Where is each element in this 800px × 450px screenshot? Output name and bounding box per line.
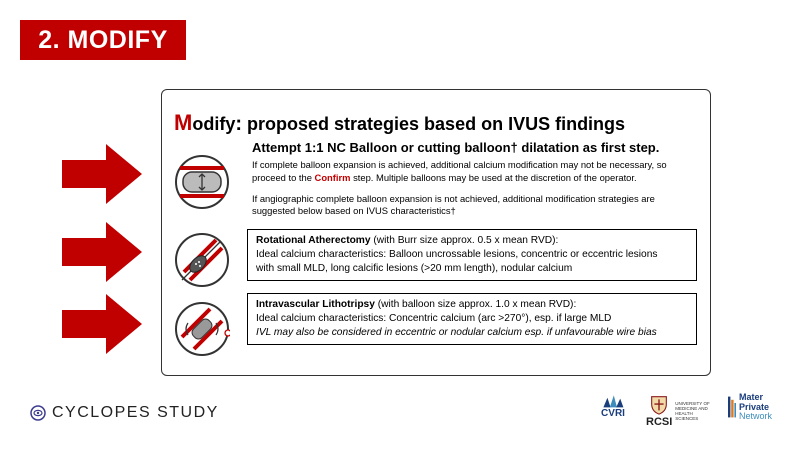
lithotripsy-icon xyxy=(174,301,230,357)
balloon-icon xyxy=(174,154,230,210)
burr-icon xyxy=(174,232,230,288)
panel-heading: Modify: proposed strategies based on IVUS findings xyxy=(174,110,626,135)
mater-logo-icon xyxy=(728,394,736,420)
rcsi-crest-icon xyxy=(647,393,671,415)
cvri-logo-icon xyxy=(600,393,626,409)
arrow-right-icon xyxy=(62,222,142,282)
attempt-text-secondary: If angiographic complete balloon expansion is not achieved, additional modification strategies are suggested below based on IVUS characteristics† xyxy=(252,193,655,216)
mater-private-logo: Mater Private Network xyxy=(728,393,772,422)
strategy-panel xyxy=(161,89,711,376)
arrow-right-icon xyxy=(62,294,142,354)
attempt-text: If complete balloon expansion is achieved, additional calcium modification may not be necessary, so proceed to the Confirm step. Multiple balloons may be used at the discretion of the operator. xyxy=(252,159,667,183)
cvri-logo: CVRI xyxy=(598,393,628,419)
arrow-right-icon xyxy=(62,144,142,204)
slide-title: 2. MODIFY xyxy=(20,20,186,60)
cyclopes-logo-icon xyxy=(30,405,46,421)
rotational-atherectomy-box: Rotational Atherectomy (with Burr size approx. 0.5 x mean RVD): Ideal calcium characteristics: Balloon uncrossable lesions, concentric or eccentric lesions with small MLD, long calcific lesions (>20 mm length), nodular calcium xyxy=(247,229,697,281)
intravascular-lithotripsy-box: Intravascular Lithotripsy (with balloon size approx. 1.0 x mean RVD): Ideal calcium characteristics: Concentric calcium (arc >270°), esp. if large MLD IVL may also be considered in eccentric or nodular calcium esp. if unfavourable wire bias xyxy=(247,293,697,345)
rcsi-logo: RCSI UNIVERSITY OF MEDICINE AND HEALTH SCIENCES xyxy=(646,393,711,428)
attempt-title: Attempt 1:1 NC Balloon or cutting balloon† dilatation as first step. xyxy=(252,140,660,155)
cyclopes-study-logo: CYCLOPES STUDY xyxy=(30,404,219,422)
attempt-section xyxy=(252,140,702,217)
confirm-step-link: Confirm xyxy=(314,172,351,183)
